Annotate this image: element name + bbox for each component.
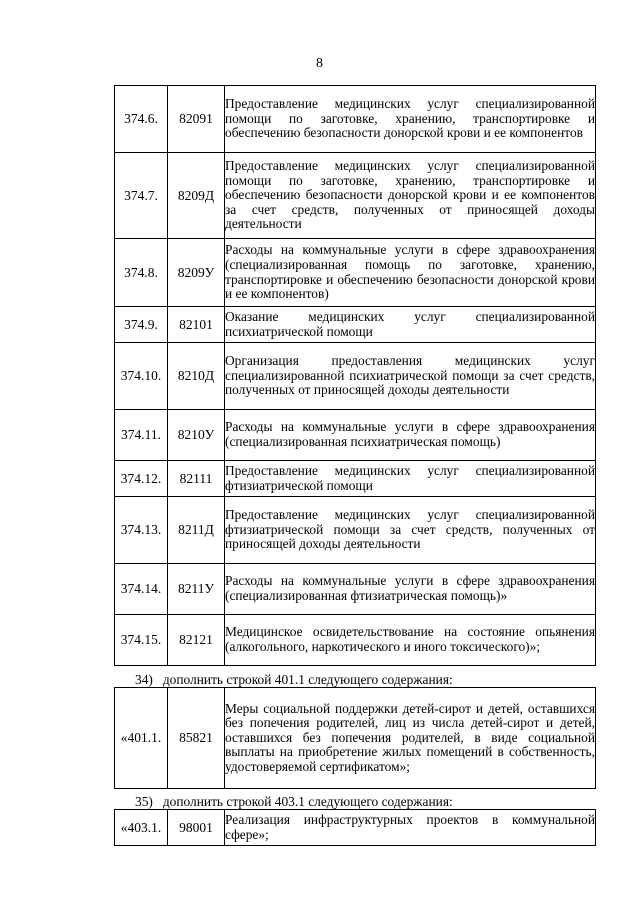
table-row [115, 86, 596, 153]
row-code: 82121 [168, 615, 225, 666]
row-code: 85821 [168, 688, 225, 789]
row-code: 82101 [168, 307, 225, 343]
row-description: Расходы на коммунальные услуги в сфере здравоохранения (специализированная фтизиатрическая помощь)» [225, 564, 596, 615]
row-description: Расходы на коммунальные услуги в сфере здравоохранения (специализированная помощь по заготовке, хранению, транспортировке и обеспечению безопасности донорской крови и ее компонентов) [225, 239, 596, 307]
table-row [115, 615, 596, 666]
budget-classification-table [114, 85, 596, 666]
table-row [115, 343, 596, 410]
row-code: 98001 [168, 810, 225, 846]
table-row [115, 810, 596, 846]
row-description: Организация предоставления медицинских услуг специализированной психиатрической помощи за счет средств, полученных от приносящей доходы деятельности [225, 343, 596, 410]
instruction-text: дополнить строкой 403.1 следующего содержания: [162, 794, 453, 809]
row-code: 8210Д [168, 343, 225, 410]
row-number: 374.11. [115, 410, 168, 461]
row-number: 374.14. [115, 564, 168, 615]
row-description: Предоставление медицинских услуг специализированной фтизиатрической помощи за счет средств, полученных от приносящей доходы деятельности [225, 497, 596, 564]
row-number: «401.1. [115, 688, 168, 789]
row-number: 374.6. [115, 86, 168, 153]
table-row [115, 497, 596, 564]
row-code: 82111 [168, 461, 225, 497]
row-code: 8211У [168, 564, 225, 615]
row-description: Реализация инфраструктурных проектов в коммунальной сфере»; [225, 810, 596, 846]
row-number: 374.7. [115, 153, 168, 239]
row-number: 374.8. [115, 239, 168, 307]
row-description: Предоставление медицинских услуг специализированной помощи по заготовке, хранению, транспортировке и обеспечению безопасности донорской крови и ее компонентов за счет средств, полученных от приносящей доходы деятельности [225, 153, 596, 239]
row-number: 374.15. [115, 615, 168, 666]
row-description: Меры социальной поддержки детей-сирот и детей, оставшихся без попечения родителей, лиц из числа детей-сирот и детей, оставшихся без попечения родителей, в виде социальной выплаты на приобретение жилых помещений в собственность, удостоверяемой сертификатом»; [225, 688, 596, 789]
table-row [115, 239, 596, 307]
row-description: Медицинское освидетельствование на состояние опьянения (алкогольного, наркотического и иного токсического)»; [225, 615, 596, 666]
table-row [115, 410, 596, 461]
instruction-number: 35) [135, 794, 153, 809]
row-401-table [114, 687, 596, 789]
table-row [115, 153, 596, 239]
row-description: Предоставление медицинских услуг специализированной помощи по заготовке, хранению, транспортировке и обеспечению безопасности донорской крови и ее компонентов [225, 86, 596, 153]
row-description: Предоставление медицинских услуг специализированной фтизиатрической помощи [225, 461, 596, 497]
row-code: 8211Д [168, 497, 225, 564]
table-row [115, 564, 596, 615]
row-code: 82091 [168, 86, 225, 153]
row-description: Оказание медицинских услуг специализированной психиатрической помощи [225, 307, 596, 343]
page-number: 8 [316, 56, 323, 71]
row-number: «403.1. [115, 810, 168, 846]
row-code: 8210У [168, 410, 225, 461]
table-row [115, 307, 596, 343]
row-number: 374.13. [115, 497, 168, 564]
row-code: 8209Д [168, 153, 225, 239]
row-number: 374.12. [115, 461, 168, 497]
table-row [115, 461, 596, 497]
row-description: Расходы на коммунальные услуги в сфере здравоохранения (специализированная психиатрическая помощь) [225, 410, 596, 461]
row-403-table [114, 809, 596, 846]
instruction-34 [135, 672, 463, 687]
row-number: 374.9. [115, 307, 168, 343]
row-number: 374.10. [115, 343, 168, 410]
instruction-number: 34) [135, 672, 153, 687]
instruction-35 [135, 794, 463, 809]
row-code: 8209У [168, 239, 225, 307]
table-row [115, 688, 596, 789]
instruction-text: дополнить строкой 401.1 следующего содержания: [162, 672, 453, 687]
